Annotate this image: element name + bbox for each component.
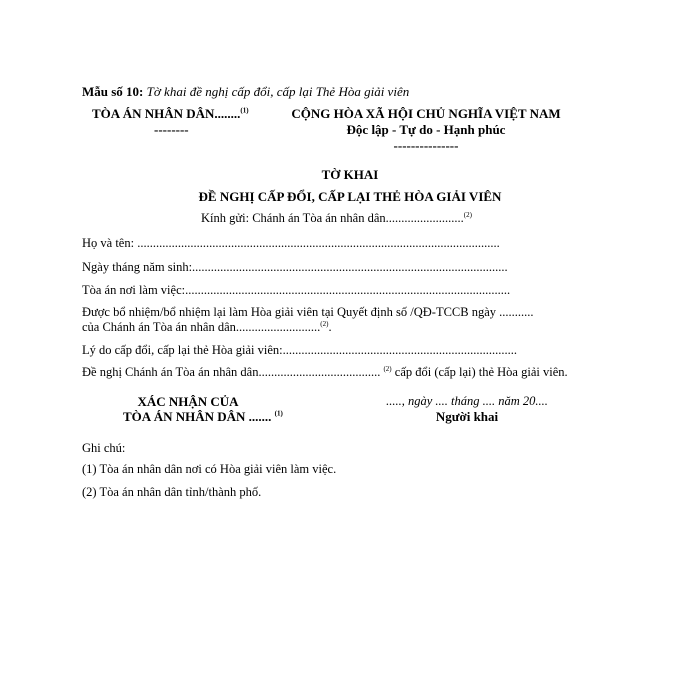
note-item: (2) Tòa án nhân dân tỉnh/thành phố. — [82, 485, 262, 499]
recipient — [201, 211, 472, 226]
form-label — [82, 84, 409, 100]
court-name — [92, 106, 249, 122]
date-line: ....., ngày .... tháng .... năm 20.... — [386, 394, 548, 408]
full-name-field: Họ và tên: .................................................................................................................... — [82, 236, 500, 250]
notes-heading: Ghi chú: — [82, 441, 126, 455]
recipient-sup: (2) — [463, 210, 472, 219]
title-line-1: TỜ KHAI — [321, 167, 379, 182]
court-dashes: -------- — [154, 122, 189, 137]
declarant-label: Người khai — [435, 409, 499, 424]
form-number: Mẫu số 10: — [82, 84, 144, 99]
request-text-a: Đề nghị Chánh án Tòa án nhân dân....................................... — [82, 365, 381, 379]
note-item: (1) Tòa án nhân dân nơi có Hòa giải viên làm việc. — [82, 462, 337, 476]
form-title: Tờ khai đề nghị cấp đổi, cấp lại Thẻ Hòa giải viên — [146, 84, 410, 99]
court-name-text: TÒA ÁN NHÂN DÂN........ — [92, 106, 241, 121]
motto-dashes: --------------- — [393, 138, 459, 153]
country-name: CỘNG HÒA XÃ HỘI CHỦ NGHĨA VIỆT NAM — [291, 106, 561, 121]
appointment-sup: (2) — [320, 319, 329, 328]
appointment-line-1: Được bổ nhiệm/bổ nhiệm lại làm Hòa giải viên tại Quyết định số /QĐ-TCCB ngày ........... — [82, 305, 534, 319]
confirm-sup: (1) — [274, 409, 283, 418]
request-sup: (2) — [383, 364, 392, 373]
workplace-field: Tòa án nơi làm việc:........................................................................................................ — [82, 283, 511, 297]
confirm-line-2-text: TÒA ÁN NHÂN DÂN ....... — [123, 409, 272, 424]
confirm-line-1: XÁC NHẬN CỦA — [137, 394, 239, 409]
court-name-sup: (1) — [240, 106, 249, 115]
request-text-b: cấp đổi (cấp lại) thẻ Hòa giải viên. — [394, 365, 568, 379]
motto: Độc lập - Tự do - Hạnh phúc — [346, 122, 506, 137]
confirm-line-2 — [123, 409, 283, 425]
appointment-line-2-text: của Chánh án Tòa án nhân dân........................... — [82, 320, 321, 334]
appointment-line-2 — [82, 320, 332, 335]
appointment-end: . — [328, 320, 332, 334]
reason-field: Lý do cấp đổi, cấp lại thẻ Hòa giải viên:........................................................................... — [82, 343, 518, 357]
title-line-2: ĐỀ NGHỊ CẤP ĐỔI, CẤP LẠI THẺ HÒA GIẢI VIÊN — [198, 189, 502, 204]
dob-field: Ngày tháng năm sinh:..................................................................................................... — [82, 260, 508, 274]
request-line — [82, 365, 568, 380]
recipient-text: Kính gửi: Chánh án Tòa án nhân dân......................... — [201, 211, 464, 225]
